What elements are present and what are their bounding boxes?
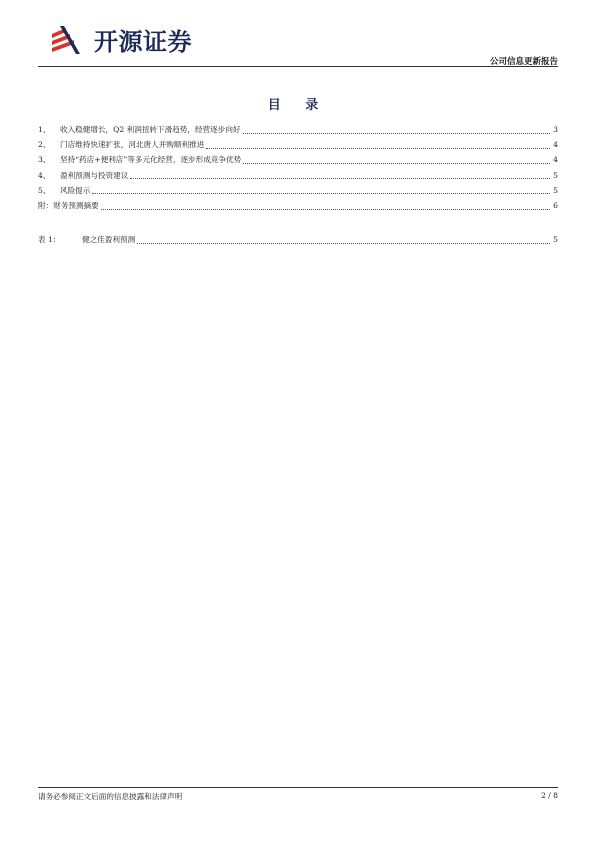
brand-mark-icon: [50, 24, 90, 56]
table-entry-label: 健之佳盈利预测: [82, 235, 136, 244]
toc-leader-dots: [206, 147, 550, 149]
toc-entry-page: 4: [553, 155, 558, 165]
toc-leader-dots: [130, 177, 550, 179]
toc-entry-appendix[interactable]: [38, 198, 558, 213]
toc-entry-4[interactable]: [38, 168, 558, 183]
toc-entry-label: 门店维持快速扩张，河北唐人并购顺利推进: [60, 140, 205, 150]
toc-entry-number: 2、: [38, 140, 51, 150]
toc-entry-page: 6: [553, 200, 558, 210]
toc-entry-page: 3: [553, 125, 558, 134]
table-entry-number: 表 1：: [38, 235, 61, 244]
toc-leader-dots: [92, 192, 550, 194]
header-divider: [38, 66, 558, 67]
table-entry-page: 5: [553, 235, 558, 244]
toc-entry-label: 盈利预测与投资建议: [60, 170, 129, 180]
footer-disclaimer: 请务必参阅正文后面的信息披露和法律声明: [38, 792, 183, 801]
toc-entry-2[interactable]: [38, 137, 558, 152]
toc-entry-label: 收入稳健增长，Q2 利润扭转下滑趋势，经营逐步向好: [60, 125, 241, 134]
toc-leader-dots: [243, 132, 550, 134]
toc-entry-label: 坚持“药店+便利店”等多元化经营，逐步形成竞争优势: [60, 155, 242, 165]
toc-leader-dots: [101, 208, 550, 210]
table-entry-1[interactable]: [38, 232, 558, 247]
footer-divider: [38, 787, 558, 788]
page-header: [0, 0, 596, 70]
toc-title: 目 录: [267, 98, 329, 113]
toc-entry-label: 附：财务预测摘要: [38, 200, 99, 210]
page-indicator: 2 / 8: [540, 791, 558, 800]
toc-entry-page: 5: [553, 170, 558, 180]
toc-entry-number: 1、: [38, 125, 51, 134]
list-of-tables: [38, 232, 558, 247]
report-type-label: 公司信息更新报告: [489, 57, 558, 67]
brand-logo: [50, 22, 192, 57]
toc-leader-dots: [243, 162, 550, 164]
toc-entry-1[interactable]: [38, 122, 558, 137]
toc-leader-dots: [137, 242, 550, 244]
toc-entry-number: 3、: [38, 155, 51, 165]
toc-entry-label: 风险提示: [60, 185, 91, 195]
brand-name: 开源证券: [94, 28, 192, 56]
table-of-contents: [38, 122, 558, 213]
toc-entry-number: 4、: [38, 170, 51, 180]
toc-entry-page: 5: [553, 185, 558, 195]
toc-entry-page: 4: [553, 140, 558, 150]
toc-entry-number: 5、: [38, 185, 51, 195]
toc-entry-5[interactable]: [38, 183, 558, 198]
toc-entry-3[interactable]: [38, 152, 558, 167]
